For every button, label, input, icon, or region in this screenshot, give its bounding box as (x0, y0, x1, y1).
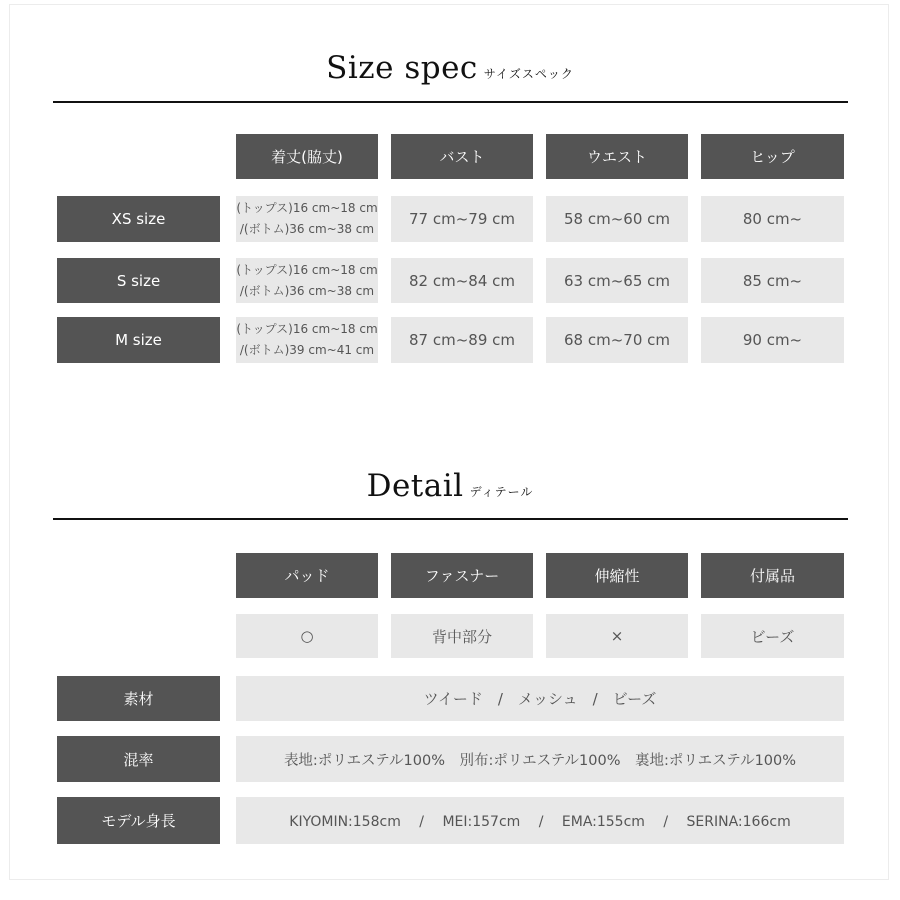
cell-waist-xs: 58 cm~60 cm (546, 196, 688, 242)
header-bust: バスト (391, 134, 533, 179)
header-length: 着丈(脇丈) (236, 134, 378, 179)
cell-bust-xs: 77 cm~79 cm (391, 196, 533, 242)
length-bottom-xs: /(ボトム)36 cm~38 cm (239, 222, 375, 236)
cell-hip-m: 90 cm~ (701, 317, 844, 363)
cell-hip-xs: 80 cm~ (701, 196, 844, 242)
size-spec-title (0, 50, 900, 86)
cell-bust-m: 87 cm~89 cm (391, 317, 533, 363)
detail-title-en: Detail (366, 468, 464, 504)
detail-title-jp: ディテール (469, 485, 534, 499)
mix-label: 混率 (57, 736, 220, 782)
header-hip: ヒップ (701, 134, 844, 179)
material-label: 素材 (57, 676, 220, 721)
length-bottom-m: /(ボトム)39 cm~41 cm (239, 343, 375, 357)
value-stretch: × (546, 614, 688, 658)
length-bottom-s: /(ボトム)36 cm~38 cm (239, 283, 375, 298)
detail-rule (53, 518, 848, 520)
mix-value: 表地:ポリエステル100% 別布:ポリエステル100% 裏地:ポリエステル100% (236, 736, 844, 782)
header-stretch: 伸縮性 (546, 553, 688, 598)
cell-bust-s: 82 cm~84 cm (391, 258, 533, 303)
value-accessories: ビーズ (701, 614, 844, 658)
cell-hip-s: 85 cm~ (701, 258, 844, 303)
header-accessories: 付属品 (701, 553, 844, 598)
cell-length-s (236, 258, 378, 303)
header-zipper: ファスナー (391, 553, 533, 598)
length-top-xs: (トップス)16 cm~18 cm (236, 201, 378, 215)
header-waist: ウエスト (546, 134, 688, 179)
size-spec-title-jp: サイズスペック (483, 67, 574, 81)
value-zipper: 背中部分 (391, 614, 533, 658)
cell-length-m (236, 317, 378, 363)
row-label-s: S size (57, 258, 220, 303)
value-pad: ○ (236, 614, 378, 658)
size-spec-rule (53, 101, 848, 103)
header-pad: パッド (236, 553, 378, 598)
row-label-m: M size (57, 317, 220, 363)
detail-title (0, 468, 900, 504)
cell-waist-m: 68 cm~70 cm (546, 317, 688, 363)
length-top-s: (トップス)16 cm~18 cm (236, 262, 378, 277)
length-top-m: (トップス)16 cm~18 cm (236, 322, 378, 336)
model-height-value: KIYOMIN:158cm / MEI:157cm / EMA:155cm / SERINA:166cm (236, 797, 844, 844)
cell-waist-s: 63 cm~65 cm (546, 258, 688, 303)
row-label-xs: XS size (57, 196, 220, 242)
model-height-label: モデル身長 (57, 797, 220, 844)
material-value: ツイード / メッシュ / ビーズ (236, 676, 844, 721)
cell-length-xs (236, 196, 378, 242)
size-spec-title-en: Size spec (326, 50, 478, 86)
